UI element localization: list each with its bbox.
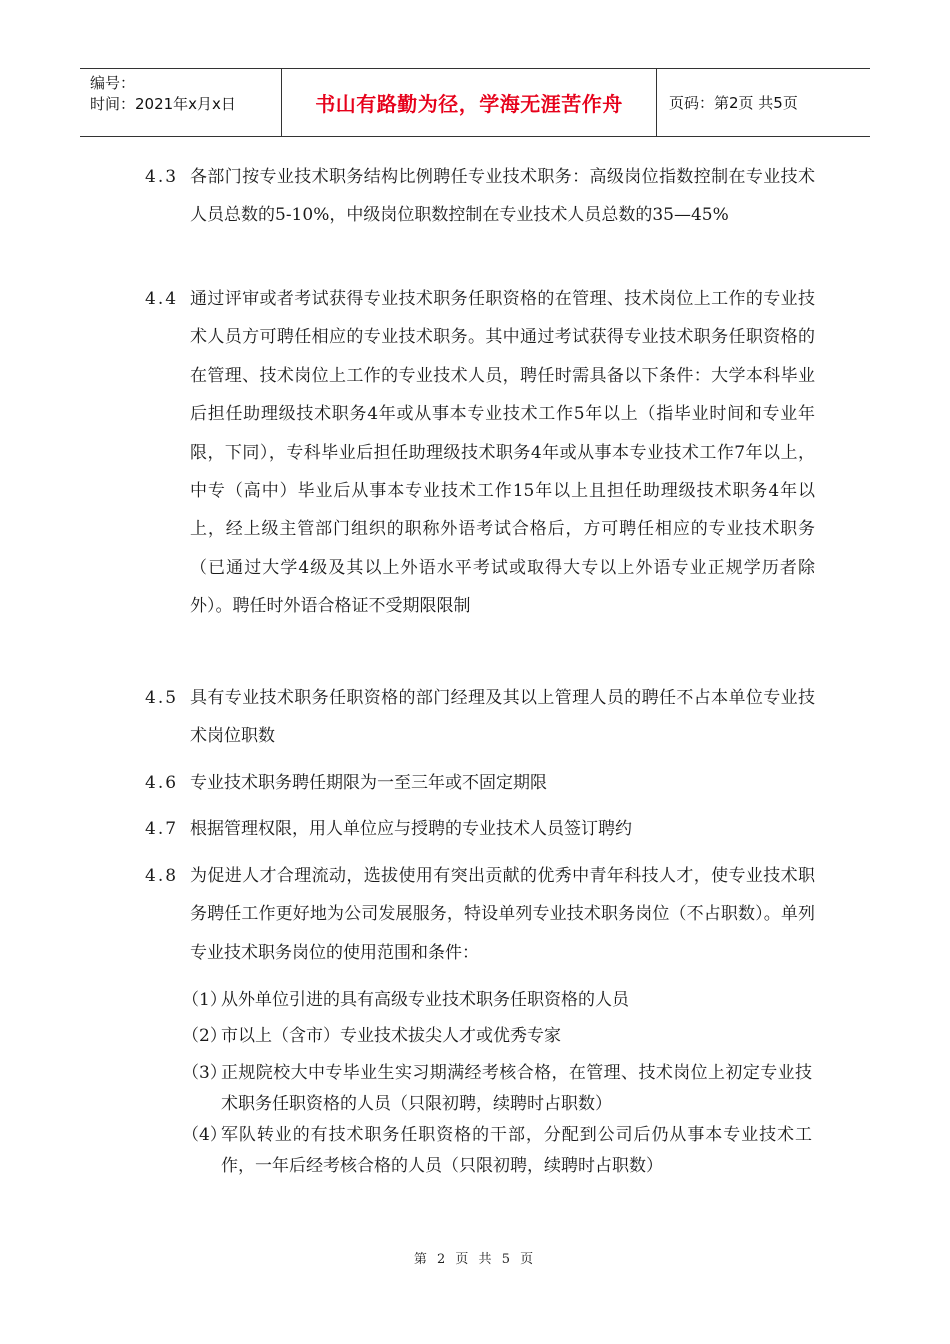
section-4-3 — [145, 158, 815, 235]
page-header — [80, 68, 870, 137]
condition-text: 军队转业的有技术职务任职资格的干部，分配到公司后仍从事本专业技术工作，一年后经考核合格的人员（只限初聘，续聘时占职数） — [221, 1125, 812, 1176]
document-time-label: 时间：2021年x月x日 — [90, 95, 236, 113]
section-number: 4.3 — [145, 167, 179, 187]
section-number: 4.5 — [145, 688, 179, 708]
page-footer: 第 2 页 共 5 页 — [413, 1252, 537, 1267]
condition-text: 从外单位引进的具有高级专业技术职务任职资格的人员 — [221, 990, 629, 1010]
section-4-8 — [145, 857, 815, 972]
condition-item-3 — [182, 1058, 812, 1119]
condition-item-4 — [182, 1120, 812, 1181]
condition-text: 市以上（含市）专业技术拔尖人才或优秀专家 — [221, 1026, 561, 1046]
header-info — [80, 69, 282, 136]
section-4-6 — [145, 764, 815, 802]
section-number: 4.8 — [145, 866, 179, 886]
section-text: 通过评审或者考试获得专业技术职务任职资格的在管理、技术岗位上工作的专业技术人员方可聘任相应的专业技术职务。其中通过考试获得专业技术职务任职资格的在管理、技术岗位上工作的专业技术人员，聘任时需具备以下条件：大学本科毕业后担任助理级技术职务4年或从事本专业技术工作5年以上（指毕业时间和专业年限，下同），专科毕业后担任助理级技术职务4年或从事本专业技术工作7年以上，中专（高中）毕业后从事本专业技术工作15年以上且担任助理级技术职务4年以上，经上级主管部门组织的职称外语考试合格后，方可聘任相应的专业技术职务（已通过大学4级及其以上外语水平考试或取得大专以上外语专业正规学历者除外）。聘任时外语合格证不受期限限制 — [190, 289, 815, 617]
section-text: 具有专业技术职务任职资格的部门经理及其以上管理人员的聘任不占本单位专业技术岗位职数 — [190, 688, 815, 747]
condition-number: （2） — [182, 1026, 227, 1046]
condition-text: 正规院校大中专毕业生实习期满经考核合格，在管理、技术岗位上初定专业技术职务任职资格的人员（只限初聘，续聘时占职数） — [221, 1063, 812, 1114]
section-text: 专业技术职务聘任期限为一至三年或不固定期限 — [190, 773, 547, 793]
document-number-label: 编号： — [90, 74, 136, 92]
section-text: 各部门按专业技术职务结构比例聘任专业技术职务：高级岗位指数控制在专业技术人员总数的5-10%，中级岗位职数控制在专业技术人员总数的35—45% — [190, 167, 815, 226]
section-text: 根据管理权限，用人单位应与授聘的专业技术人员签订聘约 — [190, 819, 632, 839]
condition-number: （3） — [182, 1063, 227, 1083]
section-4-4 — [145, 280, 815, 626]
header-motto: 书山有路勤为径，学海无涯苦作舟 — [282, 69, 657, 136]
section-number: 4.6 — [145, 773, 179, 793]
condition-item-2 — [182, 1021, 812, 1052]
condition-number: （4） — [182, 1125, 227, 1145]
condition-item-1 — [182, 985, 812, 1016]
section-4-7 — [145, 810, 815, 848]
condition-number: （1） — [182, 990, 227, 1010]
section-number: 4.4 — [145, 289, 179, 309]
section-4-5 — [145, 679, 815, 756]
section-text: 为促进人才合理流动，选拔使用有突出贡献的优秀中青年科技人才，使专业技术职务聘任工作更好地为公司发展服务，特设单列专业技术职务岗位（不占职数）。单列专业技术职务岗位的使用范围和条件： — [190, 866, 815, 963]
section-number: 4.7 — [145, 819, 179, 839]
header-page-number: 页码：第2页 共5页 — [669, 94, 798, 112]
